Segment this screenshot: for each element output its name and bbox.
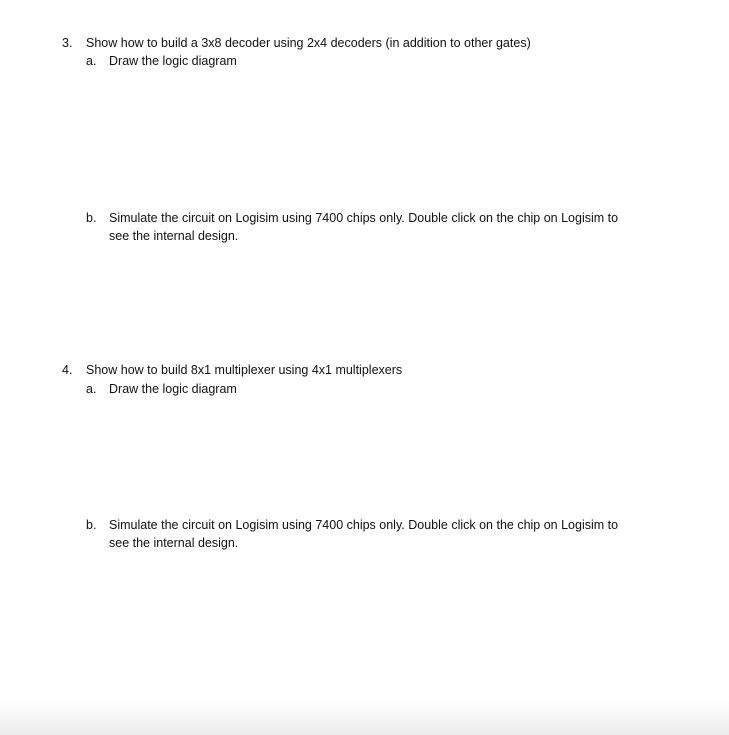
page-bottom-shadow xyxy=(0,699,729,735)
question-number: 3. xyxy=(62,36,73,50)
part-label: a. xyxy=(86,382,97,396)
part-text: Draw the logic diagram xyxy=(109,382,237,396)
part-label: a. xyxy=(86,54,97,68)
part-label: b. xyxy=(86,211,97,225)
part-text: Draw the logic diagram xyxy=(109,54,237,68)
question-number: 4. xyxy=(62,363,73,377)
part-text-line-2: see the internal design. xyxy=(109,536,239,550)
question-text: Show how to build a 3x8 decoder using 2x4 decoders (in addition to other gates) xyxy=(86,36,531,50)
part-text-line-2: see the internal design. xyxy=(109,229,239,243)
part-text-line-1: Simulate the circuit on Logisim using 7400 chips only. Double click on the chip on Logisim to xyxy=(109,518,619,532)
question-text: Show how to build 8x1 multiplexer using 4x1 multiplexers xyxy=(86,363,403,377)
part-label: b. xyxy=(86,518,97,532)
part-text-line-1: Simulate the circuit on Logisim using 7400 chips only. Double click on the chip on Logisim to xyxy=(109,211,619,225)
